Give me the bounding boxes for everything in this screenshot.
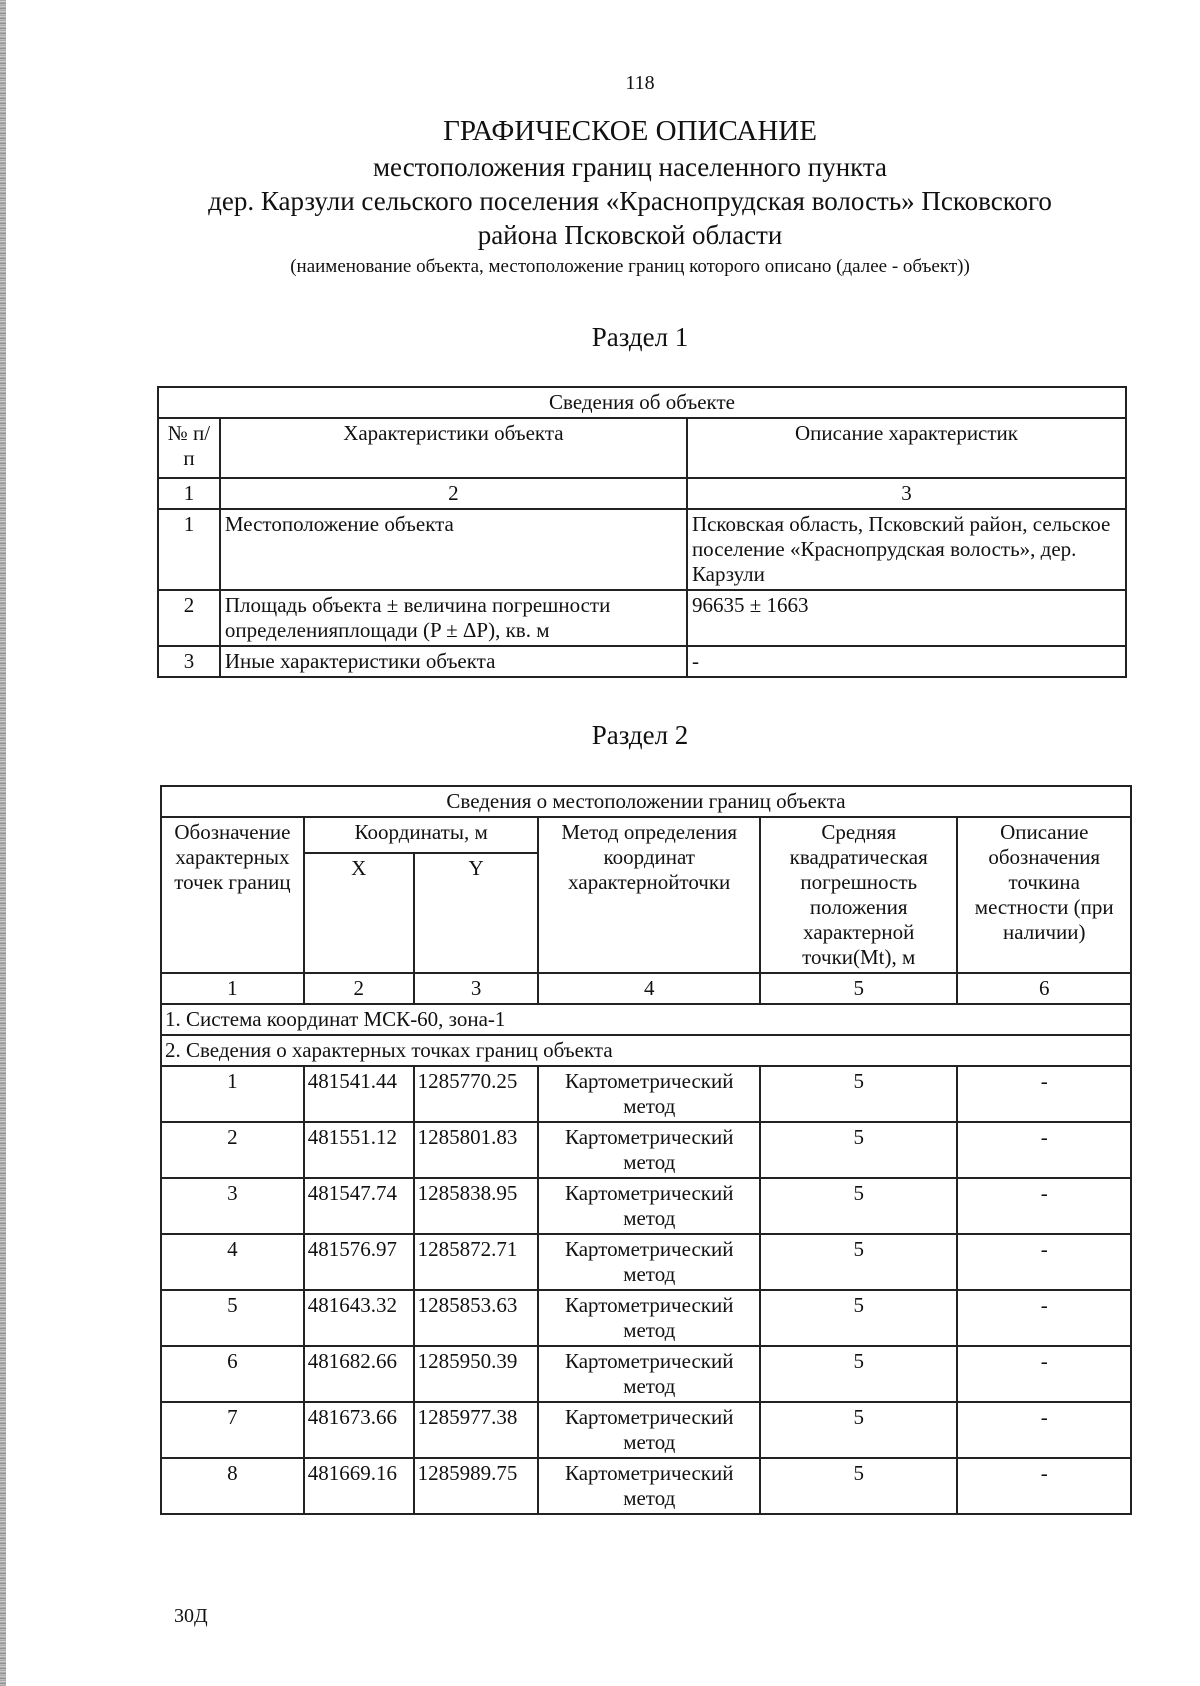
row-characteristic: Площадь объекта ± величина погрешности определенияплощади (P ± ΔP), кв. м [220, 590, 687, 646]
points-subheader-row: 2. Сведения о характерных точках границ объекта [161, 1035, 1131, 1066]
table-row [158, 646, 1126, 677]
point-description: - [957, 1458, 1131, 1514]
point-x: 481547.74 [304, 1178, 414, 1234]
row-characteristic: Местоположение объекта [220, 509, 687, 590]
column-number: 5 [760, 973, 957, 1004]
row-number: 2 [158, 590, 220, 646]
section2-heading: Раздел 2 [591, 720, 689, 750]
object-info-table [157, 386, 1127, 678]
table-caption: Сведения о местоположении границ объекта [161, 786, 1131, 817]
point-x: 481673.66 [304, 1402, 414, 1458]
scan-edge-artifact [0, 0, 6, 1686]
point-id: 7 [161, 1402, 304, 1458]
point-method: Картометрический метод [538, 1290, 760, 1346]
document-subtitle-line2: дер. Карзули сельского поселения «Краснопрудская волость» Псковского [208, 186, 1052, 216]
table-row [161, 1290, 1131, 1346]
column-number: 6 [957, 973, 1131, 1004]
point-error: 5 [760, 1122, 957, 1178]
page-number: 118 [625, 72, 655, 94]
point-y: 1285989.75 [414, 1458, 539, 1514]
point-id: 6 [161, 1346, 304, 1402]
column-header-no: № п/п [158, 418, 220, 478]
point-description: - [957, 1178, 1131, 1234]
point-method: Картометрический метод [538, 1178, 760, 1234]
column-header-coords: Координаты, м [304, 817, 539, 853]
point-id: 3 [161, 1178, 304, 1234]
point-y: 1285801.83 [414, 1122, 539, 1178]
point-method: Картометрический метод [538, 1234, 760, 1290]
column-header-method: Метод определения координат характернойточки [538, 817, 760, 973]
point-error: 5 [760, 1178, 957, 1234]
point-error: 5 [760, 1234, 957, 1290]
point-description: - [957, 1290, 1131, 1346]
footer-code: 30Д [174, 1605, 208, 1627]
point-x: 481551.12 [304, 1122, 414, 1178]
table-row [158, 590, 1126, 646]
column-number: 2 [304, 973, 414, 1004]
row-description: Псковская область, Псковский район, сельское поселение «Краснопрудская волость», дер. Карзули [687, 509, 1126, 590]
point-y: 1285838.95 [414, 1178, 539, 1234]
row-number: 1 [158, 509, 220, 590]
table-row [161, 1178, 1131, 1234]
point-y: 1285977.38 [414, 1402, 539, 1458]
column-number: 3 [414, 973, 539, 1004]
column-number: 4 [538, 973, 760, 1004]
point-x: 481682.66 [304, 1346, 414, 1402]
document-title: ГРАФИЧЕСКОЕ ОПИСАНИЕ [443, 115, 817, 147]
point-error: 5 [760, 1402, 957, 1458]
column-number: 1 [158, 478, 220, 509]
point-x: 481576.97 [304, 1234, 414, 1290]
point-id: 8 [161, 1458, 304, 1514]
point-id: 1 [161, 1066, 304, 1122]
table-row [161, 1234, 1131, 1290]
section1-heading: Раздел 1 [591, 322, 689, 352]
row-number: 3 [158, 646, 220, 677]
document-subtitle-line1: местоположения границ населенного пункта [372, 152, 888, 182]
point-id: 5 [161, 1290, 304, 1346]
column-header-x: X [304, 853, 414, 973]
point-error: 5 [760, 1066, 957, 1122]
point-description: - [957, 1402, 1131, 1458]
boundary-points-table [160, 785, 1132, 1515]
document-header [150, 112, 1110, 280]
row-characteristic: Иные характеристики объекта [220, 646, 687, 677]
column-header-point: Обозначение характерных точек границ [161, 817, 304, 973]
point-description: - [957, 1346, 1131, 1402]
point-y: 1285770.25 [414, 1066, 539, 1122]
point-y: 1285872.71 [414, 1234, 539, 1290]
column-header-characteristic: Характеристики объекта [220, 418, 687, 478]
point-method: Картометрический метод [538, 1122, 760, 1178]
point-error: 5 [760, 1346, 957, 1402]
table-row [161, 1402, 1131, 1458]
table-row [161, 1458, 1131, 1514]
point-description: - [957, 1122, 1131, 1178]
table-row [161, 1346, 1131, 1402]
document-subtitle-line3: района Псковской области [477, 220, 783, 250]
document-subtitle-note: (наименование объекта, местоположение границ которого описано (далее - объект)) [290, 256, 970, 277]
point-error: 5 [760, 1290, 957, 1346]
point-x: 481541.44 [304, 1066, 414, 1122]
row-description: - [687, 646, 1126, 677]
table-row [158, 509, 1126, 590]
point-y: 1285853.63 [414, 1290, 539, 1346]
point-y: 1285950.39 [414, 1346, 539, 1402]
point-description: - [957, 1066, 1131, 1122]
coordinate-system-row: 1. Система координат МСК-60, зона-1 [161, 1004, 1131, 1035]
table-caption: Сведения об объекте [158, 387, 1126, 418]
point-id: 4 [161, 1234, 304, 1290]
table-row [161, 1122, 1131, 1178]
point-error: 5 [760, 1458, 957, 1514]
table-row [161, 1066, 1131, 1122]
column-header-error: Средняя квадратическая погрешность положения характерной точки(Mt), м [760, 817, 957, 973]
column-number: 2 [220, 478, 687, 509]
row-description: 96635 ± 1663 [687, 590, 1126, 646]
point-method: Картометрический метод [538, 1458, 760, 1514]
column-header-description: Описание характеристик [687, 418, 1126, 478]
point-method: Картометрический метод [538, 1346, 760, 1402]
column-header-y: Y [414, 853, 539, 973]
column-number: 3 [687, 478, 1126, 509]
column-number: 1 [161, 973, 304, 1004]
point-x: 481643.32 [304, 1290, 414, 1346]
point-method: Картометрический метод [538, 1066, 760, 1122]
point-description: - [957, 1234, 1131, 1290]
point-x: 481669.16 [304, 1458, 414, 1514]
point-method: Картометрический метод [538, 1402, 760, 1458]
column-header-description: Описание обозначения точкина местности (при наличии) [957, 817, 1131, 973]
point-id: 2 [161, 1122, 304, 1178]
